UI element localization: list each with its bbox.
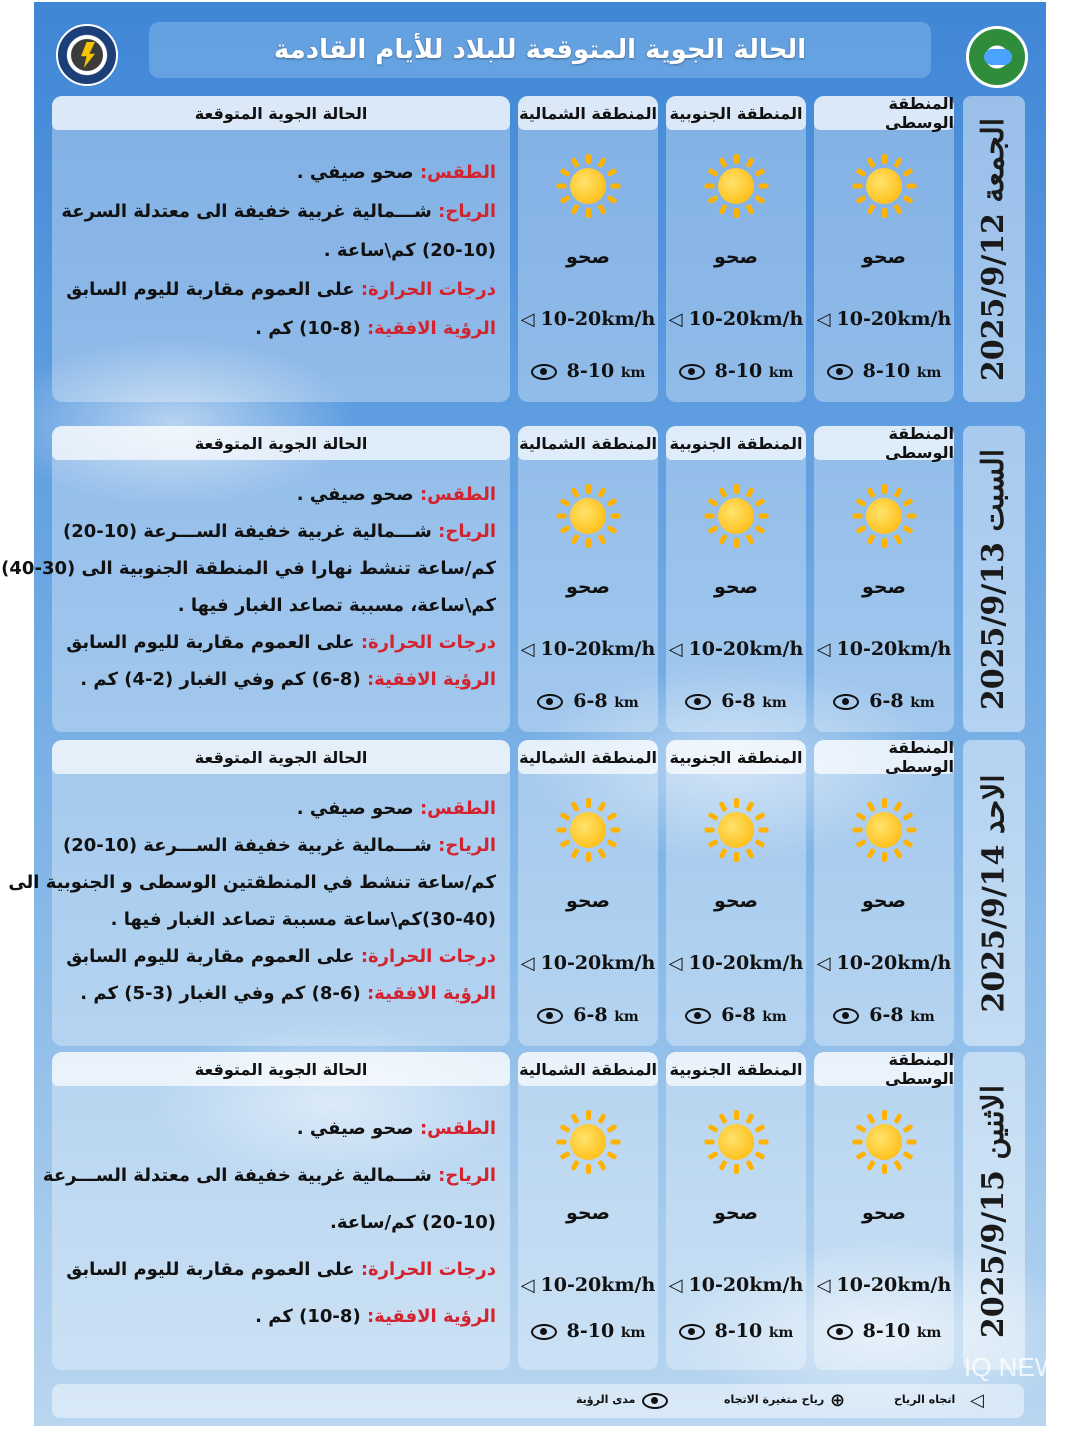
wind-arrow-icon: ◁ [816, 639, 831, 660]
region-south [666, 96, 806, 402]
condition-label: صحو [862, 890, 906, 912]
visibility-value: 6-8 [869, 690, 904, 712]
sun-icon [556, 484, 620, 548]
visibility-text: (6-8) كم وفي الغبار (3-5) كم . [80, 983, 361, 1004]
wind-speed [666, 638, 806, 660]
visibility-value: 8-10 [714, 1320, 763, 1342]
eye-icon [833, 694, 859, 710]
date-label: السبت 2025/9/13 [976, 448, 1012, 710]
winds-text-cont: (20-10) كم\ساعة . [323, 240, 496, 261]
wind-speed [518, 308, 658, 330]
winds-label: الرياح: [438, 835, 496, 856]
wind-arrow-icon: ◁ [520, 639, 535, 660]
forecast-line [62, 279, 496, 300]
forecast-line [62, 909, 496, 930]
eye-icon [685, 694, 711, 710]
visibility [518, 1004, 658, 1026]
wind-arrow-icon: ◁ [668, 1275, 683, 1296]
weather-label: الطقس: [419, 484, 496, 505]
region-title: المنطقة الشمالية [518, 1052, 658, 1086]
wind-speed [666, 952, 806, 974]
forecast-line [62, 240, 496, 261]
sun-icon [704, 154, 768, 218]
day-row [8, 738, 1046, 1046]
forecast-description [1, 426, 510, 732]
day-date [963, 426, 1025, 732]
region-south [666, 1052, 806, 1370]
visibility-value: 8-10 [862, 360, 911, 382]
forecast-line [62, 162, 496, 183]
eye-icon [827, 1324, 853, 1340]
winds-label: الرياح: [438, 1165, 496, 1186]
winds-label: الرياح: [438, 201, 496, 222]
condition-label: صحو [862, 576, 906, 598]
wind-arrow-icon: ◁ [520, 1275, 535, 1296]
weather-label: الطقس: [419, 798, 496, 819]
visibility-value: 6-8 [721, 1004, 756, 1026]
forecast-heading: الحالة الجوية المتوقعة [52, 96, 510, 130]
visibility [814, 1004, 954, 1026]
legend-bar [52, 1384, 1024, 1418]
condition-label: صحو [566, 890, 610, 912]
visibility-label: الرؤية الافقية: [366, 669, 496, 690]
wind-value: 10-20km/h [540, 1274, 656, 1296]
day-date [963, 96, 1025, 402]
forecast-line [62, 632, 496, 653]
wind-arrow-icon: ◁ [668, 953, 683, 974]
visibility-unit: km [614, 695, 639, 711]
temperature-label: درجات الحرارة: [360, 632, 496, 653]
weather-text: صحو صيفي . [296, 162, 414, 183]
wind-arrow-icon: ◁ [816, 309, 831, 330]
condition-label: صحو [566, 1202, 610, 1224]
region-title: المنطقة الوسطى [814, 1052, 954, 1086]
region-title: المنطقة الشمالية [518, 96, 658, 130]
visibility [518, 1320, 658, 1342]
visibility [518, 690, 658, 712]
forecast-line [62, 595, 496, 616]
condition-label: صحو [714, 890, 758, 912]
forecast-line [62, 1259, 496, 1280]
condition-label: صحو [566, 246, 610, 268]
visibility-value: 6-8 [869, 1004, 904, 1026]
wind-arrow-icon: ◁ [668, 639, 683, 660]
wind-value: 10-20km/h [688, 1274, 804, 1296]
eye-icon [679, 364, 705, 380]
visibility [518, 360, 658, 382]
wind-value: 10-20km/h [688, 638, 804, 660]
wind-value: 10-20km/h [540, 638, 656, 660]
visibility [666, 690, 806, 712]
visibility-label: الرؤية الافقية: [366, 318, 496, 339]
visibility-unit: km [916, 365, 942, 381]
condition-label: صحو [714, 1202, 758, 1224]
forecast-line [42, 1165, 496, 1186]
visibility-text: (8-10) كم . [255, 318, 361, 339]
winds-text-cont: كم\ساعة، مسببة تصاعد الغبار فيها . [177, 595, 496, 616]
region-title: المنطقة الوسطى [814, 96, 954, 130]
wind-speed [814, 638, 954, 660]
region-central [814, 426, 954, 732]
visibility-unit: km [910, 695, 935, 711]
weather-text: صحو صيفي . [296, 484, 414, 505]
date-label: الاثنين 2025/9/15 [976, 1084, 1012, 1338]
visibility-label: الرؤية الافقية: [366, 983, 496, 1004]
condition-label: صحو [862, 246, 906, 268]
wind-arrow-icon: ◁ [668, 309, 683, 330]
sun-icon [556, 1110, 620, 1174]
weather-poster [1, 2, 1077, 1426]
forecast-heading: الحالة الجوية المتوقعة [52, 740, 510, 774]
forecast-heading: الحالة الجوية المتوقعة [52, 426, 510, 460]
weather-label: الطقس: [419, 162, 496, 183]
visibility-unit: km [916, 1325, 942, 1341]
legend-wind-direction: اتجاه الرياح [894, 1393, 956, 1406]
forecast-line [62, 521, 496, 542]
temperature-label: درجات الحرارة: [360, 1259, 496, 1280]
visibility-value: 6-8 [573, 1004, 608, 1026]
visibility-unit: km [620, 1325, 646, 1341]
winds-label: الرياح: [438, 521, 496, 542]
visibility-unit: km [910, 1009, 935, 1025]
visibility-label: الرؤية الافقية: [366, 1306, 496, 1327]
visibility [814, 690, 954, 712]
wind-value: 10-20km/h [540, 952, 656, 974]
visibility [666, 1004, 806, 1026]
forecast-line [62, 1118, 496, 1139]
eye-icon [685, 1008, 711, 1024]
region-north [518, 426, 658, 732]
winds-text-cont: (20-10) كم/ساعة. [330, 1212, 496, 1233]
visibility-unit: km [768, 1325, 794, 1341]
region-title: المنطقة الوسطى [814, 426, 954, 460]
region-south [666, 426, 806, 732]
winds-text-cont: كم/ساعة تنشط في المنطقتين الوسطى و الجنوبية الى [8, 872, 496, 893]
forecast-line [62, 318, 496, 339]
visibility-unit: km [614, 1009, 639, 1025]
crosshair-icon: ⊕ [830, 1390, 846, 1411]
day-row [1, 424, 1046, 732]
wind-arrow-icon: ◁ [816, 953, 831, 974]
temperature-label: درجات الحرارة: [360, 946, 496, 967]
visibility-text: (8-6) كم وفي الغبار (2-4) كم . [80, 669, 361, 690]
visibility-unit: km [768, 365, 794, 381]
forecast-line [62, 983, 496, 1004]
wind-speed [666, 1274, 806, 1296]
forecast-line [62, 1212, 496, 1233]
winds-text: شـــمالية غربية خفيفة الى معتدلة السرعة [61, 201, 432, 222]
day-date [963, 1052, 1025, 1370]
wind-value: 10-20km/h [688, 308, 804, 330]
wind-value: 10-20km/h [836, 1274, 952, 1296]
forecast-line [62, 835, 496, 856]
sun-icon [704, 484, 768, 548]
wind-value: 10-20km/h [836, 308, 952, 330]
eye-icon [642, 1390, 678, 1411]
sun-icon [852, 154, 916, 218]
visibility-value: 8-10 [566, 1320, 615, 1342]
region-north [518, 740, 658, 1046]
region-title: المنطقة الجنوبية [666, 96, 806, 130]
wind-speed [814, 1274, 954, 1296]
day-date [963, 740, 1025, 1046]
visibility-value: 6-8 [573, 690, 608, 712]
wind-speed [518, 638, 658, 660]
region-title: المنطقة الوسطى [814, 740, 954, 774]
temperature-text: على العموم مقاربة لليوم السابق [66, 279, 355, 300]
wind-speed [518, 1274, 658, 1296]
date-label: الاحد 2025/9/14 [976, 773, 1012, 1013]
region-title: المنطقة الجنوبية [666, 426, 806, 460]
condition-label: صحو [566, 576, 610, 598]
wind-value: 10-20km/h [836, 952, 952, 974]
weather-text: صحو صيفي . [296, 1118, 414, 1139]
wind-arrow-icon: ◁ [816, 1275, 831, 1296]
winds-text: شـــمالية غربية خفيفة الســـرعة (10-20) [62, 521, 432, 542]
weather-text: صحو صيفي . [296, 798, 414, 819]
condition-label: صحو [714, 246, 758, 268]
forecast-line [62, 201, 496, 222]
legend-visibility: مدى الرؤية [576, 1393, 636, 1406]
visibility-value: 8-10 [714, 360, 763, 382]
sun-icon [556, 154, 620, 218]
forecast-line [62, 946, 496, 967]
region-central [814, 96, 954, 402]
ministry-logo [966, 26, 1028, 88]
wind-speed [518, 952, 658, 974]
wind-speed [814, 952, 954, 974]
region-title: المنطقة الجنوبية [666, 1052, 806, 1086]
wind-arrow-icon: ◁ [520, 309, 535, 330]
day-row [34, 1052, 1046, 1370]
eye-icon [531, 364, 557, 380]
region-title: المنطقة الشمالية [518, 740, 658, 774]
condition-label: صحو [714, 576, 758, 598]
sun-icon [852, 798, 916, 862]
temperature-text: على العموم مقاربة لليوم السابق [66, 946, 355, 967]
eye-icon [827, 364, 853, 380]
eye-icon [833, 1008, 859, 1024]
watermark-logo: IQ NEWS [964, 1352, 1077, 1382]
weather-label: الطقس: [419, 1118, 496, 1139]
visibility-value: 6-8 [721, 690, 756, 712]
wind-value: 10-20km/h [836, 638, 952, 660]
eye-icon [679, 1324, 705, 1340]
visibility-unit: km [620, 365, 646, 381]
visibility [666, 1320, 806, 1342]
region-central [814, 1052, 954, 1370]
meteorology-logo [56, 24, 118, 86]
region-title: المنطقة الشمالية [518, 426, 658, 460]
visibility [814, 1320, 954, 1342]
visibility-unit: km [762, 1009, 787, 1025]
region-title: المنطقة الجنوبية [666, 740, 806, 774]
forecast-line [62, 1306, 496, 1327]
forecast-line [62, 484, 496, 505]
wind-speed [814, 308, 954, 330]
region-central [814, 740, 954, 1046]
temperature-label: درجات الحرارة: [360, 279, 496, 300]
eye-icon [537, 1008, 563, 1024]
wind-speed [666, 308, 806, 330]
wind-value: 10-20km/h [540, 308, 656, 330]
page-title: الحالة الجوية المتوقعة للبلاد للأيام القادمة [149, 22, 931, 78]
visibility-unit: km [762, 695, 787, 711]
winds-text-cont: (30-40)كم\ساعة مسببة تصاعد الغبار فيها . [110, 909, 496, 930]
sun-icon [704, 798, 768, 862]
date-label: الجمعة 2025/9/12 [976, 117, 1012, 381]
winds-text: شـــمالية غربية خفيفة الى معتدلة الســـرعة [42, 1165, 432, 1186]
temperature-text: على العموم مقاربة لليوم السابق [66, 1259, 355, 1280]
visibility [814, 360, 954, 382]
wind-arrow-icon: ◁ [520, 953, 535, 974]
region-north [518, 96, 658, 402]
forecast-description [8, 740, 510, 1046]
forecast-line [8, 872, 496, 893]
legend-variable-winds: رياح متغيرة الاتجاه [724, 1393, 825, 1406]
winds-text: شـــمالية غربية خفيفة الســـرعة (10-20) [62, 835, 432, 856]
wind-value: 10-20km/h [688, 952, 804, 974]
eye-icon [531, 1324, 557, 1340]
eye-icon [537, 694, 563, 710]
wind-arrow-icon: ◁ [970, 1390, 984, 1411]
forecast-line [62, 669, 496, 690]
forecast-line [1, 558, 496, 579]
region-north [518, 1052, 658, 1370]
visibility [666, 360, 806, 382]
sun-icon [704, 1110, 768, 1174]
day-row [34, 96, 1046, 402]
winds-text-cont: كم/ساعة تنشط نهارا في المنطقة الجنوبية الى (30-40) [1, 558, 496, 579]
temperature-text: على العموم مقاربة لليوم السابق [66, 632, 355, 653]
visibility-text: (8-10) كم . [255, 1306, 361, 1327]
sun-icon [556, 798, 620, 862]
forecast-line [62, 798, 496, 819]
visibility-value: 8-10 [566, 360, 615, 382]
sun-icon [852, 484, 916, 548]
forecast-description [42, 1052, 510, 1370]
condition-label: صحو [862, 1202, 906, 1224]
visibility-value: 8-10 [862, 1320, 911, 1342]
forecast-heading: الحالة الجوية المتوقعة [52, 1052, 510, 1086]
sun-icon [852, 1110, 916, 1174]
region-south [666, 740, 806, 1046]
forecast-description [52, 96, 510, 402]
